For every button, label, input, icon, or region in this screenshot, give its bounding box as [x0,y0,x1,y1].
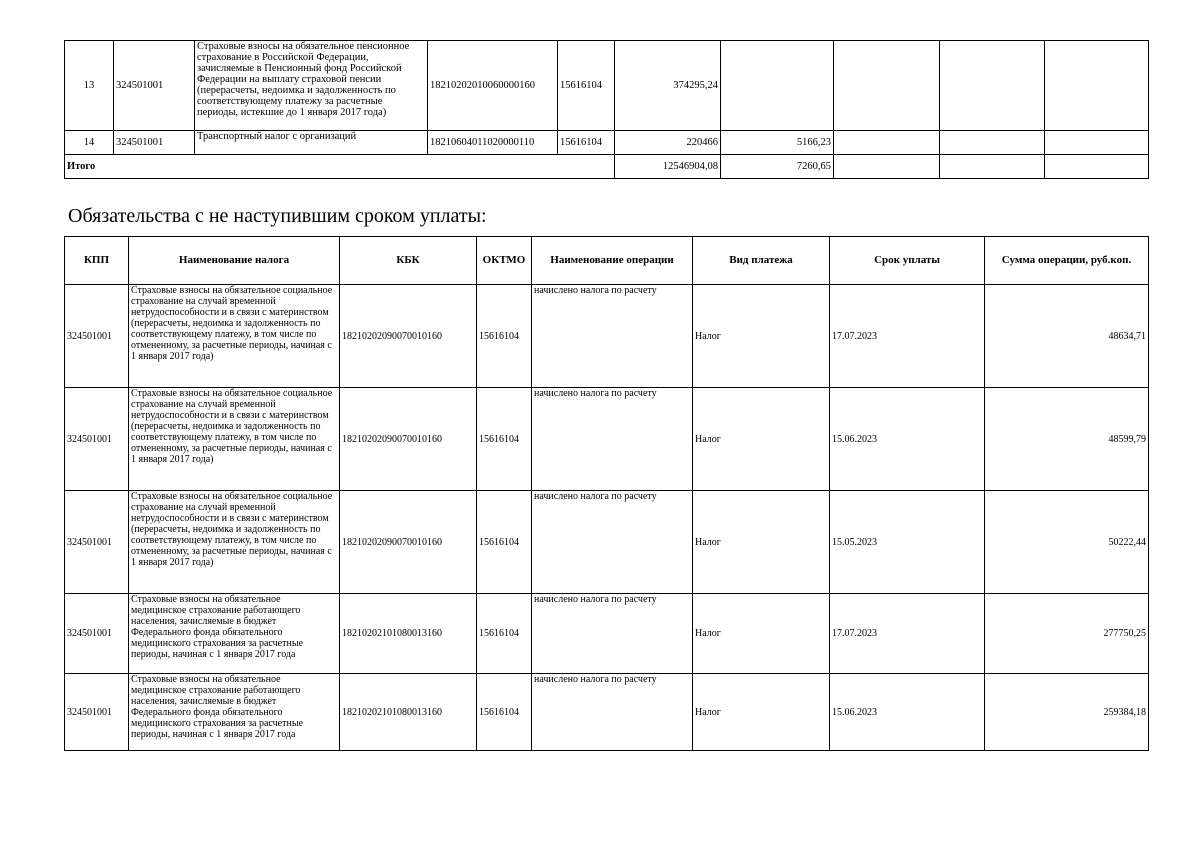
empty-cell [940,41,1045,131]
empty-cell [834,131,940,155]
operation-cell: начислено налога по расчету [532,285,693,388]
kbk-cell: 18210202101080013160 [340,594,477,674]
amount-cell: 277750,25 [985,594,1149,674]
row-number: 13 [65,41,114,131]
operation-cell: начислено налога по расчету [532,388,693,491]
kbk-cell: 18210202090070010160 [340,491,477,594]
table-header-row [65,237,1149,285]
total-amount: 12546904,08 [615,155,721,179]
header-tax-name: Наименование налога [129,237,340,285]
kpp-cell: 324501001 [65,491,129,594]
amount-cell-2 [721,41,834,131]
kbk-cell: 18210202090070010160 [340,285,477,388]
amount-cell: 374295,24 [615,41,721,131]
amount-cell: 259384,18 [985,674,1149,751]
empty-cell [834,41,940,131]
kpp-cell: 324501001 [114,41,195,131]
pending-obligations-table [64,236,1149,751]
due-date-cell: 17.07.2023 [830,594,985,674]
total-amount-2: 7260,65 [721,155,834,179]
amount-cell-2: 5166,23 [721,131,834,155]
kbk-cell: 18210202101080013160 [340,674,477,751]
tax-name-cell: Страховые взносы на обязательное медицинское страхование работающего населения, зачисляемые в бюджет Федерального фонда обязательного медицинского страхования за расчетные периоды, начиная с 1 января 2017 года [129,594,340,674]
due-date-cell: 15.06.2023 [830,388,985,491]
table-row [65,491,1149,594]
oktmo-cell: 15616104 [477,594,532,674]
tax-name-cell: Страховые взносы на обязательное социальное страхование на случай временной нетрудоспособности и в связи с материнством (перерасчеты, недоимка и задолженность по соответствующему платежу, в том числе по отмененному, за расчетные периоды, начиная с 1 января 2017 года) [129,388,340,491]
kbk-cell: 18210202010060000160 [428,41,558,131]
table-row [65,131,1149,155]
empty-cell [940,155,1045,179]
header-kbk: КБК [340,237,477,285]
amount-cell: 48599,79 [985,388,1149,491]
amount-cell: 48634,71 [985,285,1149,388]
header-kpp: КПП [65,237,129,285]
table-row [65,674,1149,751]
empty-cell [1045,155,1149,179]
payment-type-cell: Налог [693,285,830,388]
empty-cell [1045,41,1149,131]
payment-type-cell: Налог [693,594,830,674]
tax-name-cell: Страховые взносы на обязательное медицинское страхование работающего населения, зачисляемые в бюджет Федерального фонда обязательного медицинского страхования за расчетные периоды, начиная с 1 января 2017 года [129,674,340,751]
kbk-cell: 18210202090070010160 [340,388,477,491]
table-row [65,594,1149,674]
table-row [65,285,1149,388]
tax-name-cell: Страховые взносы на обязательное социальное страхование на случай временной нетрудоспособности и в связи с материнством (перерасчеты, недоимка и задолженность по соответствующему платежу, в том числе по отмененному, за расчетные периоды, начиная с 1 января 2017 года) [129,491,340,594]
oktmo-cell: 15616104 [477,285,532,388]
total-row [65,155,1149,179]
previous-obligations-table [64,40,1149,179]
oktmo-cell: 15616104 [558,41,615,131]
header-oktmo: ОКТМО [477,237,532,285]
kbk-cell: 18210604011020000110 [428,131,558,155]
header-amount: Сумма операции, руб.коп. [985,237,1149,285]
payment-type-cell: Налог [693,674,830,751]
oktmo-cell: 15616104 [558,131,615,155]
kpp-cell: 324501001 [65,285,129,388]
payment-type-cell: Налог [693,491,830,594]
operation-cell: начислено налога по расчету [532,491,693,594]
row-number: 14 [65,131,114,155]
header-operation: Наименование операции [532,237,693,285]
due-date-cell: 17.07.2023 [830,285,985,388]
empty-cell [1045,131,1149,155]
section-title: Обязательства с не наступившим сроком уплаты: [68,205,487,227]
tax-name-cell: Страховые взносы на обязательное пенсионное страхование в Российской Федерации, зачисляемые в Пенсионный фонд Российской Федерации на выплату страховой пенсии (перерасчеты, недоимка и задолженность по соответствующему платежу за расчетные периоды, истекшие до 1 января 2017 года) [195,41,428,131]
amount-cell: 50222,44 [985,491,1149,594]
payment-type-cell: Налог [693,388,830,491]
kpp-cell: 324501001 [114,131,195,155]
due-date-cell: 15.06.2023 [830,674,985,751]
total-label: Итого [65,155,615,179]
table-row [65,41,1149,131]
oktmo-cell: 15616104 [477,491,532,594]
empty-cell [940,131,1045,155]
tax-name-cell: Страховые взносы на обязательное социальное страхование на случай временной нетрудоспособности и в связи с материнством (перерасчеты, недоимка и задолженность по соответствующему платежу, в том числе по отмененному, за расчетные периоды, начиная с 1 января 2017 года) [129,285,340,388]
operation-cell: начислено налога по расчету [532,674,693,751]
header-due-date: Срок уплаты [830,237,985,285]
table-row [65,388,1149,491]
kpp-cell: 324501001 [65,594,129,674]
operation-cell: начислено налога по расчету [532,594,693,674]
header-payment-type: Вид платежа [693,237,830,285]
amount-cell: 220466 [615,131,721,155]
kpp-cell: 324501001 [65,388,129,491]
oktmo-cell: 15616104 [477,674,532,751]
empty-cell [834,155,940,179]
tax-name-cell: Транспортный налог с организаций [195,131,428,155]
due-date-cell: 15.05.2023 [830,491,985,594]
kpp-cell: 324501001 [65,674,129,751]
oktmo-cell: 15616104 [477,388,532,491]
